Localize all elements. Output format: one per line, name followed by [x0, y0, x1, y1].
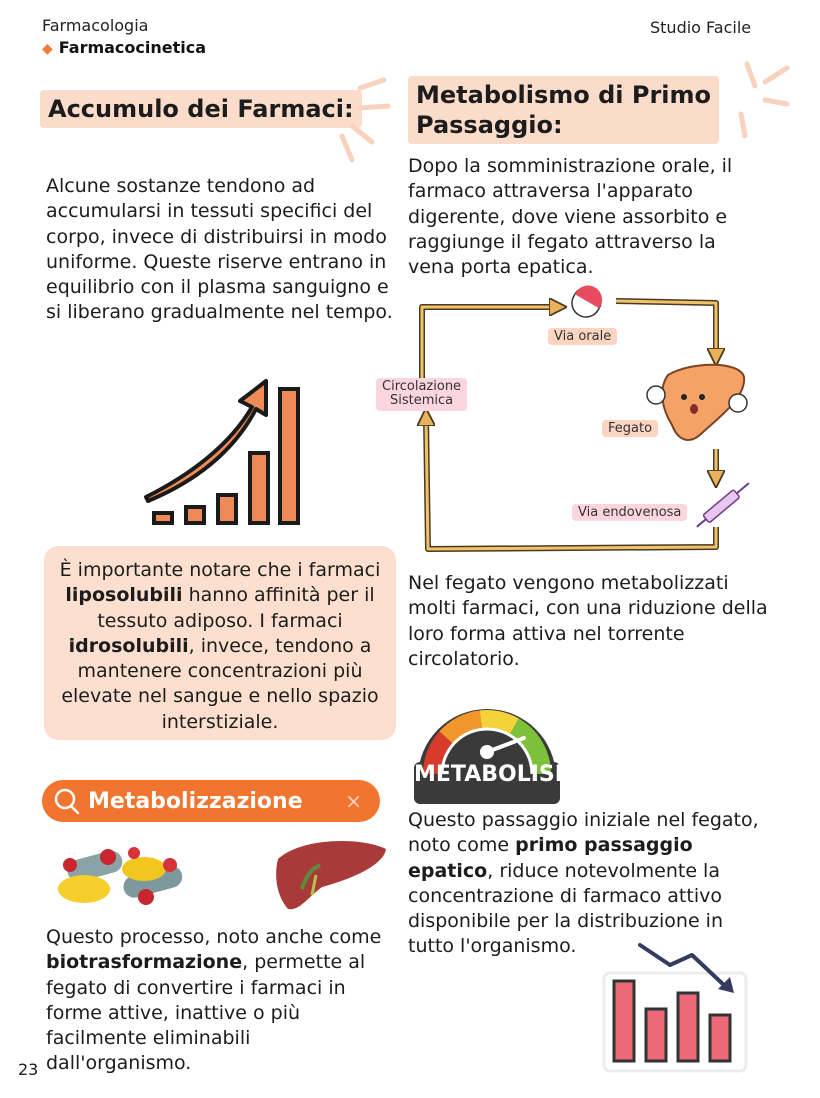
- circolazione-line1: Circolazione: [382, 379, 462, 394]
- primo-intro-text: Dopo la somministrazione orale, il farmaco attraversa l'apparato digerente, dove viene assorbito e raggiunge il fegato attraverso la vena porta epatica.: [408, 155, 733, 279]
- circolazione-sistemica-label: [376, 378, 467, 411]
- via-endovenosa-label: Via endovenosa: [572, 504, 687, 521]
- callout-bold-liposolubili: liposolubili: [65, 584, 183, 607]
- header-subject: Farmacologia: [42, 16, 149, 35]
- fegato-label: Fegato: [602, 420, 658, 437]
- accumulo-title: Accumulo dei Farmaci:: [40, 90, 362, 128]
- callout-text-2: hanno affinità per il tessuto adiposo. I farmaci: [97, 584, 375, 632]
- primo-title-line2: Passaggio:: [416, 111, 563, 139]
- sparkle-icon: [330, 70, 400, 170]
- callout-bold-idrosolubili: idrosolubili: [68, 634, 189, 657]
- fegato-text: Nel fegato vengono metabolizzati molti farmaci, con una riduzione della loro forma attiva nel torrente circolatorio.: [408, 572, 768, 670]
- header-topic-label: Farmacocinetica: [58, 38, 207, 57]
- pills-icon: [50, 835, 190, 915]
- metab-text-2: , permette al fegato di convertire i farmaci in forme attive, inattive o più facilmente eliminabili dall'organismo.: [46, 951, 366, 1075]
- via-orale-label: Via orale: [548, 328, 617, 345]
- circolazione-line2: Sistemica: [389, 393, 454, 409]
- growth-chart-icon: [140, 375, 310, 530]
- primo-title-line1: Metabolismo di Primo: [416, 81, 711, 109]
- metabolizzazione-search-bar[interactable]: [42, 780, 380, 822]
- brand-name: Studio Facile: [650, 18, 752, 37]
- metabolizzazione-text: [46, 925, 398, 1077]
- search-icon: [42, 780, 88, 822]
- metabolism-gauge-icon: [412, 682, 577, 806]
- final-text-1: Questo passaggio iniziale nel fegato, noto come: [408, 809, 759, 857]
- accumulo-text: Alcune sostanze tendono ad accumularsi in tessuti specifici del corpo, invece di distribuirsi in modo uniforme. Queste riserve entrano in equilibrio con il plasma sanguigno e si liberano gradualmente nel tempo.: [46, 175, 393, 324]
- metabolism-label: METABOLISM: [414, 762, 577, 787]
- liposolubili-callout: [44, 546, 396, 740]
- callout-text-1: È importante notare che i farmaci: [59, 559, 381, 581]
- final-bold-primo-passaggio: primo passaggio epatico: [408, 834, 693, 882]
- header-topic: [42, 38, 206, 57]
- liver-icon: [272, 835, 390, 915]
- diamond-icon: ◆: [42, 41, 53, 57]
- callout-text-3: , invece, tendono a mantenere concentrazioni più elevate nel sangue e nello spazio interstiziale.: [61, 634, 379, 733]
- capsule-icon: [567, 285, 607, 322]
- close-icon[interactable]: ×: [345, 789, 362, 813]
- page-number: 23: [18, 1060, 39, 1079]
- search-label: Metabolizzazione: [88, 788, 303, 814]
- metab-text-1: Questo processo, noto anche come: [46, 926, 382, 948]
- sparkle-icon: [725, 50, 795, 140]
- final-text-2: , riduce notevolmente la concentrazione di farmaco attivo disponibile per la distribuzione in tutto l'organismo.: [408, 859, 724, 958]
- primo-passaggio-title: [408, 76, 719, 144]
- declining-chart-icon: [600, 935, 750, 1075]
- metab-bold-biotrasformazione: biotrasformazione: [46, 951, 243, 974]
